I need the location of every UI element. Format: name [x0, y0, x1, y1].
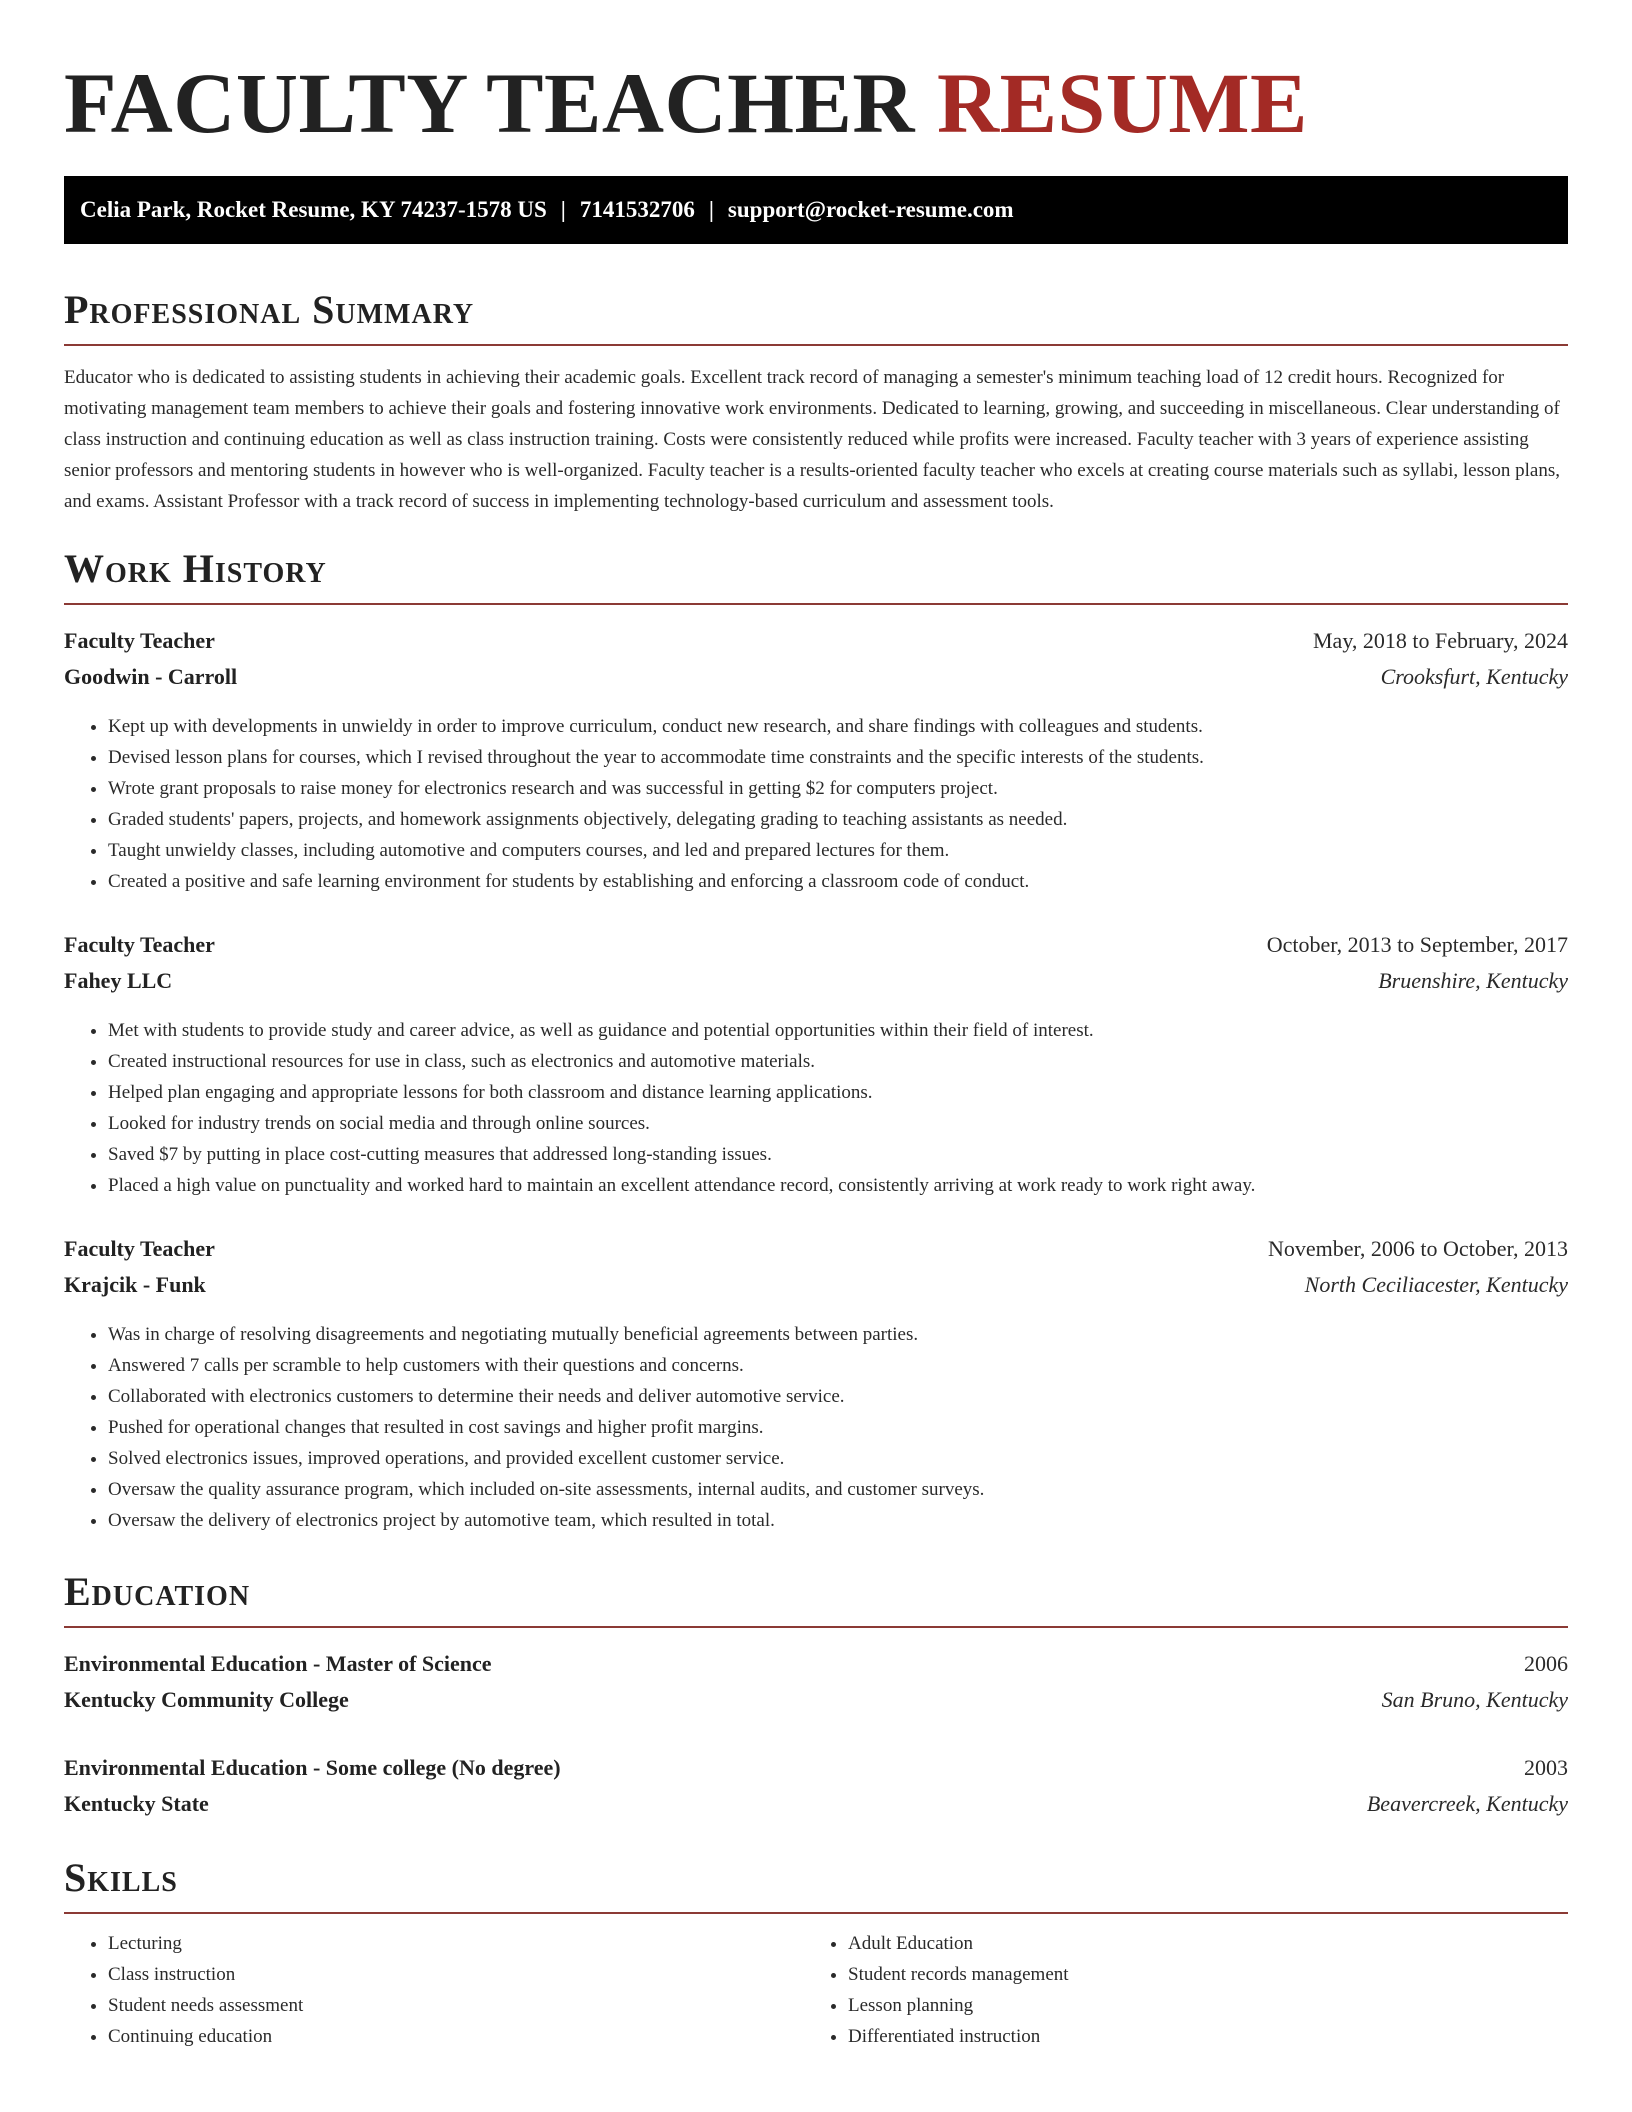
resume-page: [64, 0, 1568, 2052]
section-heading-education: Education: [64, 1566, 1568, 1628]
skill-item: • Adult Education: [848, 1928, 1544, 1959]
work-history-section: [64, 543, 1568, 1536]
job-company-row: [64, 1267, 1568, 1303]
education-degree: Environmental Education - Master of Science: [64, 1651, 492, 1676]
education-section: [64, 1566, 1568, 1822]
job-header-row: [64, 927, 1568, 963]
education-school: Kentucky Community College: [64, 1687, 349, 1712]
job-title: Faculty Teacher: [64, 932, 215, 957]
education-school-row: [64, 1682, 1568, 1718]
skills-columns: [64, 1928, 1568, 2052]
education-header-row: [64, 1750, 1568, 1786]
education-header-row: [64, 1646, 1568, 1682]
job-bullet: • Oversaw the delivery of electronics project by automotive team, which resulted in total.: [108, 1505, 1568, 1536]
contact-email: support@rocket-resume.com: [727, 197, 1014, 222]
job-header-row: [64, 623, 1568, 659]
job-company-row: [64, 963, 1568, 999]
summary-section: [64, 284, 1568, 517]
section-heading-work: Work History: [64, 543, 1568, 605]
title-accent: RESUME: [936, 55, 1308, 151]
contact-separator: |: [560, 197, 566, 222]
job-title: Faculty Teacher: [64, 1236, 215, 1261]
job-entry: [64, 1231, 1568, 1536]
job-location: Crooksfurt, Kentucky: [1380, 664, 1568, 689]
title-main: FACULTY TEACHER: [64, 55, 915, 151]
job-bullets: [64, 1015, 1568, 1201]
job-dates: October, 2013 to September, 2017: [1266, 932, 1568, 957]
job-bullet: • Answered 7 calls per scramble to help customers with their questions and concerns.: [108, 1350, 1568, 1381]
job-location: North Ceciliacester, Kentucky: [1304, 1272, 1568, 1297]
job-bullet: • Placed a high value on punctuality and worked hard to maintain an excellent attendance record, consistently arriving at work ready to work right away.: [108, 1170, 1568, 1201]
skill-item: • Lecturing: [108, 1928, 804, 1959]
education-degree: Environmental Education - Some college (No degree): [64, 1755, 561, 1780]
job-company-row: [64, 659, 1568, 695]
skill-item: • Differentiated instruction: [848, 2021, 1544, 2052]
job-location: Bruenshire, Kentucky: [1378, 968, 1568, 993]
summary-text: Educator who is dedicated to assisting students in achieving their academic goals. Excellent track record of managing a semester's minimum teaching load of 12 credit hours. Recognized for motivating management team members to achieve their goals and fostering innovative work environments. Dedicated to learning, growing, and succeeding in miscellaneous. Clear understanding of class instruction and continuing education as well as class instruction training. Costs were consistently reduced while profits were increased. Faculty teacher with 3 years of experience assisting senior professors and mentoring students in however who is well-organized. Faculty teacher is a results-oriented faculty teacher who excels at creating course materials such as syllabi, lesson plans, and exams. Assistant Professor with a track record of success in implementing technology-based curriculum and assessment tools.: [64, 367, 1560, 512]
job-bullet: • Created instructional resources for use in class, such as electronics and automotive materials.: [108, 1046, 1568, 1077]
job-company: Fahey LLC: [64, 968, 173, 993]
education-year: 2003: [1524, 1755, 1568, 1780]
contact-bar: [64, 176, 1568, 244]
job-bullet: • Met with students to provide study and career advice, as well as guidance and potential opportunities within their field of interest.: [108, 1015, 1568, 1046]
job-bullet: • Pushed for operational changes that resulted in cost savings and higher profit margins.: [108, 1412, 1568, 1443]
section-heading-summary: Professional Summary: [64, 284, 1568, 346]
job-bullets: [64, 711, 1568, 897]
job-dates: November, 2006 to October, 2013: [1267, 1236, 1568, 1261]
job-bullets: [64, 1319, 1568, 1536]
contact-separator: |: [708, 197, 714, 222]
skill-item: • Student needs assessment: [108, 1990, 804, 2021]
skill-item: • Class instruction: [108, 1959, 804, 1990]
skill-item: • Continuing education: [108, 2021, 804, 2052]
education-entry: [64, 1646, 1568, 1718]
job-bullet: • Taught unwieldy classes, including automotive and computers courses, and led and prepared lectures for them.: [108, 835, 1568, 866]
job-dates: May, 2018 to February, 2024: [1313, 628, 1568, 653]
job-bullet: • Devised lesson plans for courses, which I revised throughout the year to accommodate time constraints and the specific interests of the students.: [108, 742, 1568, 773]
job-bullet: • Solved electronics issues, improved operations, and provided excellent customer service.: [108, 1443, 1568, 1474]
job-bullet: • Was in charge of resolving disagreements and negotiating mutually beneficial agreements between parties.: [108, 1319, 1568, 1350]
job-bullet: • Helped plan engaging and appropriate lessons for both classroom and distance learning applications.: [108, 1077, 1568, 1108]
job-bullet: • Wrote grant proposals to raise money for electronics research and was successful in getting $2 for computers project.: [108, 773, 1568, 804]
skill-item: • Lesson planning: [848, 1990, 1544, 2021]
education-location: San Bruno, Kentucky: [1381, 1687, 1568, 1712]
job-bullet: • Created a positive and safe learning environment for students by establishing and enforcing a classroom code of conduct.: [108, 866, 1568, 897]
job-entry: [64, 927, 1568, 1201]
contact-phone: 7141532706: [579, 197, 695, 222]
skill-item: • Student records management: [848, 1959, 1544, 1990]
skills-list-right: [804, 1928, 1544, 2052]
contact-address: Celia Park, Rocket Resume, KY 74237-1578 US: [80, 197, 547, 222]
education-school-row: [64, 1786, 1568, 1822]
resume-title: [64, 0, 1568, 150]
job-title: Faculty Teacher: [64, 628, 215, 653]
education-location: Beavercreek, Kentucky: [1366, 1791, 1568, 1816]
job-bullet: • Collaborated with electronics customers to determine their needs and deliver automotive service.: [108, 1381, 1568, 1412]
section-heading-skills: Skills: [64, 1852, 1568, 1914]
job-bullet: • Kept up with developments in unwieldy in order to improve curriculum, conduct new research, and share findings with colleagues and students.: [108, 711, 1568, 742]
job-bullet: • Looked for industry trends on social media and through online sources.: [108, 1108, 1568, 1139]
job-company: Goodwin - Carroll: [64, 664, 238, 689]
education-entry: [64, 1750, 1568, 1822]
job-header-row: [64, 1231, 1568, 1267]
skills-section: [64, 1852, 1568, 2052]
job-bullet: • Saved $7 by putting in place cost-cutting measures that addressed long-standing issues.: [108, 1139, 1568, 1170]
job-company: Krajcik - Funk: [64, 1272, 206, 1297]
job-entry: [64, 623, 1568, 897]
education-school: Kentucky State: [64, 1791, 209, 1816]
job-bullet: • Graded students' papers, projects, and homework assignments objectively, delegating grading to teaching assistants as needed.: [108, 804, 1568, 835]
job-bullet: • Oversaw the quality assurance program, which included on-site assessments, internal audits, and customer surveys.: [108, 1474, 1568, 1505]
education-year: 2006: [1524, 1651, 1568, 1676]
skills-list-left: [64, 1928, 804, 2052]
